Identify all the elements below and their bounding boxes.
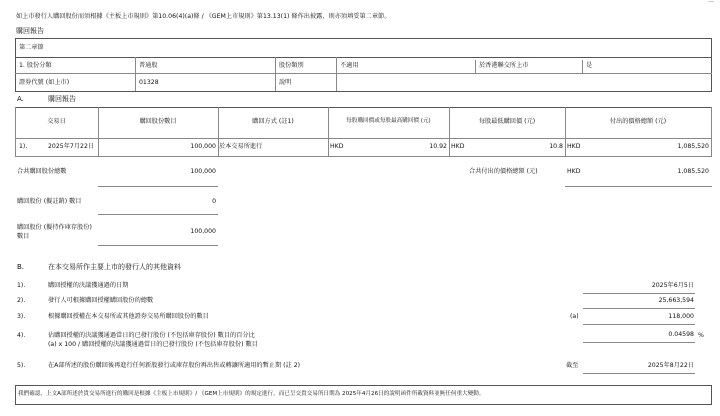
total-price-value: 1,085,520 — [677, 168, 709, 175]
description-label: 說明 — [279, 79, 292, 86]
row-date: 2025年7月22日 — [48, 143, 95, 150]
share-type-value: 不適用 — [340, 62, 359, 69]
b-item-5-value: 2025年8月22日 — [647, 362, 694, 369]
col-total-price: 付出的價格總額 (元) — [609, 118, 667, 125]
treasury-shares-value: 100,000 — [190, 228, 216, 235]
row-total-price: 1,085,520 — [677, 143, 709, 150]
stock-code-label: 證券代號 (如上市) — [19, 79, 70, 86]
b-item-4-index: 4). — [17, 332, 26, 339]
cancelled-shares-label: 購回股份 (擬註銷) 數目 — [17, 198, 82, 205]
chapter-title: 第二章節 — [19, 44, 44, 51]
share-class-value: 普通股 — [139, 62, 158, 69]
col-trade-date: 交易日 — [47, 118, 66, 125]
section-a-letter: A. — [17, 95, 24, 103]
b-item-1-value: 2025年6月5日 — [651, 282, 694, 289]
row-shares: 100,000 — [190, 143, 216, 150]
b-item-4-text: 佔購回授權的決議獲通過當日的已發行股份 (不包括庫存股份) 數目的百分比 — [48, 332, 255, 339]
treasury-shares-label-2: 數目 — [17, 233, 30, 240]
col-shares: 購回股份數目 — [139, 118, 177, 125]
b-item-3-index: 3). — [17, 313, 26, 320]
row-low-currency: HKD — [451, 143, 465, 150]
b-item-5-index: 5). — [17, 362, 26, 369]
b-item-3-tag: (a) — [570, 313, 579, 320]
confirmation-text: 我們確認，上文A部所述於貴交易所進行的購回是根據《主板上市規則》/ 《GEM上市規則》的規定進行，而已呈交貴交易所日期為 2025年4月26日的說明函件所載資料並無任何重大變動。 — [18, 391, 485, 397]
total-price-currency: HKD — [567, 168, 581, 175]
cancelled-shares-value: 0 — [212, 198, 216, 205]
b-item-1-text: 購回授權的決議獲通過的日期 — [48, 282, 129, 289]
report-title: 購回報告 — [16, 27, 44, 35]
section-b-letter: B. — [17, 263, 25, 271]
row-total-currency: HKD — [567, 143, 581, 150]
row-method: 於本交易所進行 — [219, 143, 263, 150]
b-item-2-text: 發行人可根據購回授權購回股份的總數 — [48, 297, 154, 304]
b-item-2-value: 25,663,594 — [658, 297, 694, 304]
b-item-5-text: 在A部所述的股份購回後再進行任何新股發行或庫存股份再出售或轉讓所適用的暫止期 (註 2) — [48, 362, 301, 369]
row-index: 1). — [19, 143, 28, 150]
b-item-5-tag: 截至 — [566, 362, 579, 369]
b-item-3-text: 根據購回授權在本交易所或其他證券交易所購回股份的數目 — [48, 313, 209, 320]
chapter-box — [15, 38, 712, 92]
page-corner-mark: — — [708, 0, 714, 5]
stock-code-value: 01328 — [139, 79, 159, 86]
col-high-price: 每股購回價或每股最高購回價 (元) — [346, 118, 431, 124]
col-low-price: 每股最低購回價 (元) — [478, 118, 536, 125]
section-b-title: 在本交易所作主要上市的發行人的其他資料 — [48, 263, 181, 271]
total-price-label: 合共付出的價格總額 (元) — [469, 168, 538, 175]
b-item-4-value: 0.04598 — [668, 331, 694, 338]
section-a-title: 購回報告 — [48, 95, 76, 103]
treasury-shares-label-1: 購回股份 (擬持作庫存股份) — [17, 224, 92, 231]
b-item-4-text-2: (a) x 100 / 購回授權的決議獲通過當日的已發行股份 (不包括庫存股份) 數目 — [48, 341, 258, 348]
row-high-currency: HKD — [330, 143, 344, 150]
b-item-3-value: 118,000 — [668, 313, 694, 320]
share-class-label: 1. 股份分類 — [19, 62, 52, 69]
intro-text: 如上市發行人購回股份而須根據《主板上市規則》第10.06(4)(a)條 / 《GEM上市規則》第13.13(1) 條作出披露，則亦須填妥第二章節。 — [16, 13, 391, 20]
b-item-2-index: 2). — [17, 297, 26, 304]
total-shares-label: 合共購回股份總數 — [17, 168, 67, 175]
listed-hkex-label: 於香港聯交所上市 — [479, 62, 529, 69]
share-type-label: 股份類別 — [279, 62, 304, 69]
row-high-price: 10.92 — [429, 143, 447, 150]
row-low-price: 10.8 — [549, 143, 563, 150]
total-shares-value: 100,000 — [190, 168, 216, 175]
b-item-4-unit: % — [698, 332, 704, 339]
listed-hkex-value: 是 — [586, 62, 593, 69]
col-method: 購回方式 (註1) — [252, 118, 294, 125]
b-item-1-index: 1). — [17, 282, 26, 289]
